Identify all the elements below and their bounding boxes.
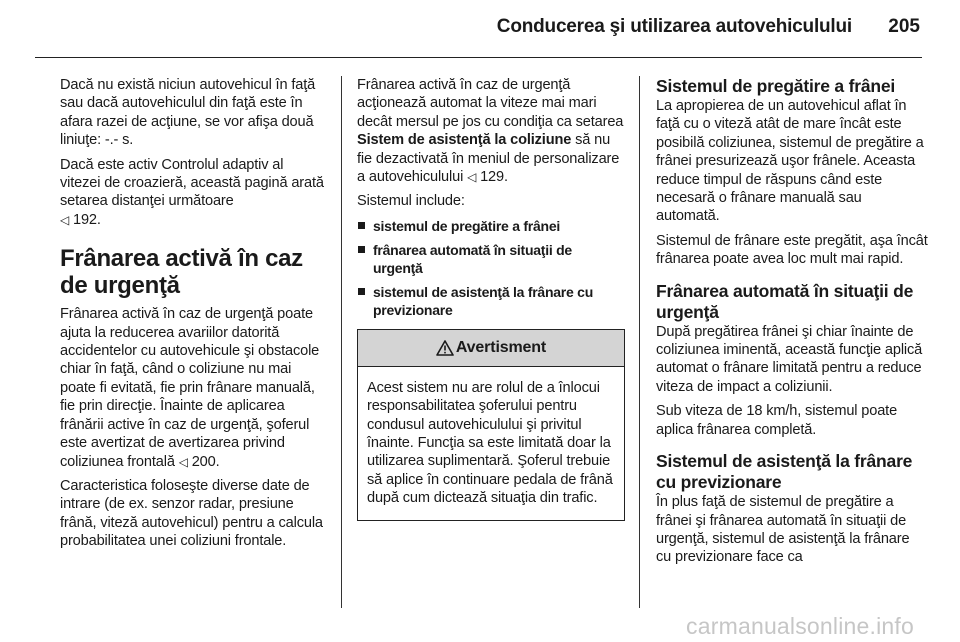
- subsection-heading: Frânarea automată în situaţii de urgenţă: [656, 280, 914, 322]
- paragraph-text: Dacă este activ Controlul adaptiv al vitezei de croazieră, această pagină arată setarea distanţei următoare: [60, 156, 324, 210]
- warning-text: Acest sistem nu are rolul de a înlocui responsabilitatea şoferului pentru condusul autovehiculului şi privitul înainte. Funcţia sa este limitată doar la utilizarea suplimentară. Şoferul trebuie să aplice în continuare pedala de frână după cum dictează situaţia din trafic.: [367, 379, 613, 507]
- warning-body: [358, 367, 624, 520]
- page-reference[interactable]: 192.: [73, 211, 101, 228]
- page-number: 205: [888, 16, 920, 37]
- header-rule: [35, 57, 922, 58]
- running-title: Conducerea şi utilizarea autovehiculului: [496, 16, 852, 37]
- paragraph-text: să nu fie dezactivată în meniul de personalizare a autovehiculului: [357, 132, 620, 186]
- page-header: [0, 0, 960, 60]
- paragraph: Sistemul de frânare este pregătit, aşa încât frânarea poate avea loc mult mai rapid.: [656, 232, 928, 268]
- column-divider: [639, 76, 640, 608]
- page-reference[interactable]: 200.: [191, 453, 220, 470]
- list-item: sistemul de asistenţă la frânare cu previzionare: [357, 283, 625, 319]
- paragraph-text: Frânarea activă în caz de urgenţă poate ajuta la reducerea avariilor datorită accidentelor cu autovehicule şi obstacole chiar în faţă, când o coliziune nu mai poate fi evitată, fie prin frânare manuală, fie prin direcţie. Înainte de aplicarea frânării active în caz de urgenţă, şoferul este avertizat de avertizarea privind coliziunea frontală: [60, 306, 320, 470]
- setting-name: Sistem de asistenţă la coliziune: [357, 132, 572, 149]
- page-reference[interactable]: 129.: [480, 169, 508, 186]
- warning-header: [358, 330, 624, 367]
- page-reference-icon: ◁: [178, 454, 188, 469]
- page-reference-icon: ◁: [467, 170, 477, 185]
- warning-box: [357, 329, 625, 521]
- column-3: [656, 76, 928, 573]
- paragraph: În plus faţă de sistemul de pregătire a frânei şi frânarea automată în situaţii de urgenţă, sistemul de asistenţă la frânare cu previzionare face ca: [656, 494, 910, 566]
- feature-list: [357, 217, 625, 319]
- paragraph: La apropierea de un autovehicul aflat în faţă cu o viteză atât de mare încât este posibilă coliziunea, sistemul de pregătire a frânei presurizează uşor frânele. Aceasta reduce timpul de răspuns când este necesară o frânare manuală sau automată.: [656, 98, 924, 225]
- section-heading: Frânarea activă în caz de urgenţă: [60, 245, 303, 300]
- list-item: sistemul de pregătire a frânei: [357, 217, 625, 235]
- paragraph: Dacă nu există niciun autovehicul în faţă sau dacă autovehiculul din faţă este în afara razei de acţiune, se vor afişa două liniuţe: -.- s.: [60, 77, 316, 149]
- subsection-heading: Sistemul de asistenţă la frânare cu previzionare: [656, 451, 913, 493]
- column-divider: [341, 76, 342, 608]
- column-1: [60, 76, 326, 557]
- list-item: frânarea automată în situaţii de urgenţă: [357, 241, 625, 277]
- paragraph: Caracteristica foloseşte diverse date de intrare (de ex. senzor radar, presiune frână, viteză autovehicul) pentru a calcula probabilitatea unei coliziuni frontale.: [60, 477, 323, 550]
- page-reference-icon: ◁: [60, 212, 70, 227]
- paragraph: [60, 305, 326, 471]
- column-2: [357, 76, 625, 521]
- paragraph: Sub viteza de 18 km/h, sistemul poate aplica frânarea completă.: [656, 403, 898, 438]
- paragraph: [357, 76, 625, 186]
- paragraph: După pregătirea frânei şi chiar înainte de coliziunea iminentă, această funcţie aplică automat o frânare limitată pentru a reduce viteza de impact a coliziunii.: [656, 323, 923, 395]
- subsection-heading: Sistemul de pregătire a frânei: [656, 76, 896, 96]
- paragraph-text: Frânarea activă în caz de urgenţă acţionează automat la viteze mai mari decât mersul pe jos cu condiţia ca setarea: [357, 77, 624, 130]
- watermark: carmanualsonline.info: [686, 613, 914, 639]
- paragraph: Sistemul include:: [357, 193, 465, 210]
- paragraph: [60, 156, 326, 230]
- warning-title: Avertisment: [455, 338, 547, 356]
- warning-triangle-icon: [436, 340, 454, 356]
